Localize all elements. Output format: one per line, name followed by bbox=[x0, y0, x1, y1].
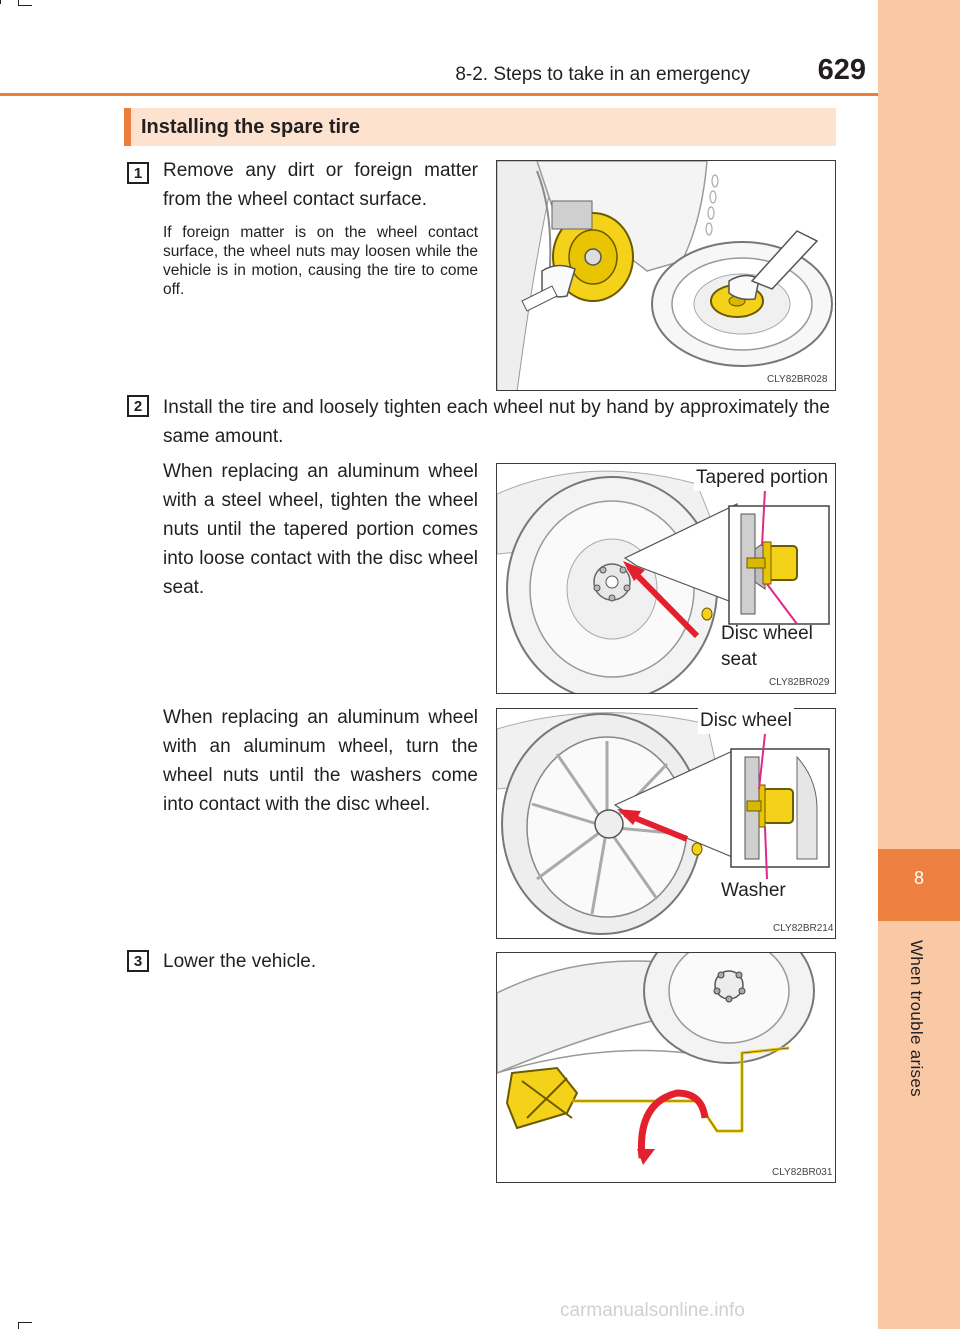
figure-code: CLY82BR028 bbox=[767, 374, 828, 385]
steel-wheel-text: When replacing an aluminum wheel with a steel wheel, tighten the wheel nuts until the tapered portion comes into loose contact with the disc wheel seat. bbox=[163, 461, 478, 598]
clean-surface-illustration bbox=[497, 161, 836, 391]
callout-disc-wheel-seat-line2: seat bbox=[721, 649, 757, 670]
callout-disc-wheel-seat-line1: Disc wheel bbox=[721, 623, 813, 644]
figure-aluminum-wheel bbox=[496, 708, 836, 939]
steel-wheel-illustration bbox=[497, 464, 836, 694]
crop-mark bbox=[0, 0, 1, 4]
figure-lower-vehicle bbox=[496, 952, 836, 1183]
chapter-title: When trouble arises bbox=[907, 940, 926, 1097]
aluminum-wheel-illustration bbox=[497, 709, 836, 939]
step-1-text: Remove any dirt or foreign matter from the wheel contact surface. bbox=[163, 160, 478, 210]
chapter-side-tab bbox=[878, 0, 960, 1329]
step-number-2: 2 bbox=[127, 395, 149, 417]
lower-vehicle-illustration bbox=[497, 953, 836, 1183]
step-1-note: If foreign matter is on the wheel contact surface, the wheel nuts may loosen while the vehicle is in motion, causing the tire to come off. bbox=[163, 224, 478, 298]
callout-washer: Washer bbox=[721, 880, 786, 901]
step-number-3: 3 bbox=[127, 950, 149, 972]
figure-clean-contact-surface bbox=[496, 160, 836, 391]
crop-mark bbox=[18, 1322, 19, 1329]
header-section-title: 8-2. Steps to take in an emergency bbox=[455, 64, 750, 85]
figure-code: CLY82BR031 bbox=[772, 1167, 833, 1178]
chapter-number: 8 bbox=[913, 868, 924, 888]
figure-code: CLY82BR029 bbox=[769, 677, 830, 688]
figure-code: CLY82BR214 bbox=[773, 923, 834, 934]
header-rule bbox=[0, 93, 878, 96]
callout-tapered-portion: Tapered portion bbox=[694, 465, 830, 491]
step-2-text: Install the tire and loosely tighten each wheel nut by hand by approximately the same amount. bbox=[163, 397, 830, 447]
page-number: 629 bbox=[817, 54, 866, 86]
step-number-1: 1 bbox=[127, 162, 149, 184]
callout-disc-wheel: Disc wheel bbox=[698, 708, 794, 734]
step-3-text: Lower the vehicle. bbox=[163, 951, 317, 972]
crop-mark bbox=[18, 5, 32, 6]
aluminum-wheel-text: When replacing an aluminum wheel with an aluminum wheel, turn the wheel nuts until the washers come into contact with the disc wheel. bbox=[163, 707, 478, 815]
watermark: carmanualsonline.info bbox=[560, 1300, 745, 1321]
figure-steel-wheel bbox=[496, 463, 836, 694]
crop-mark bbox=[18, 1322, 32, 1323]
section-title: Installing the spare tire bbox=[124, 108, 836, 146]
